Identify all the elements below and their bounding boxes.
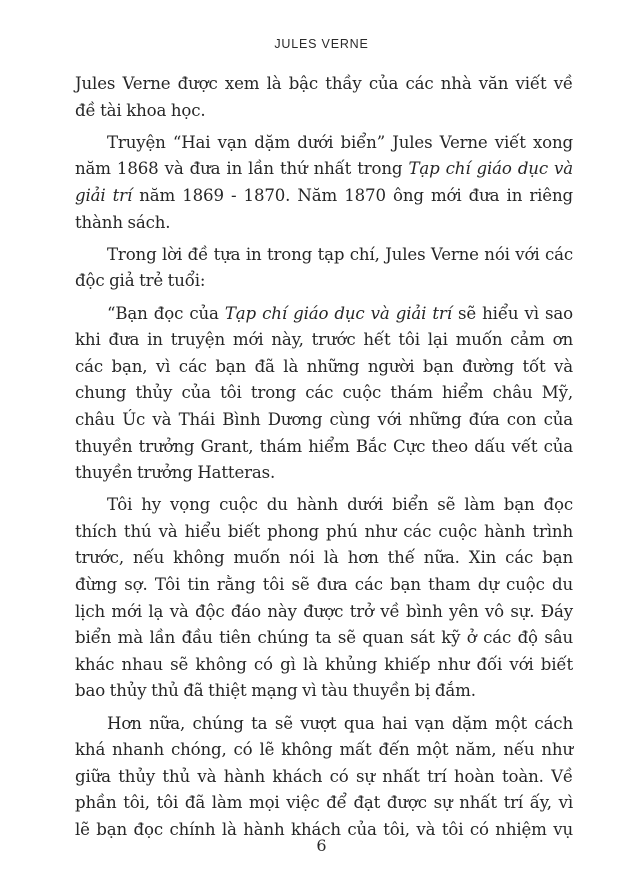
text-line <box>75 380 573 407</box>
text-line <box>75 354 573 381</box>
text-run: thành sách. <box>75 212 171 232</box>
text-line <box>75 492 573 519</box>
text-line <box>75 98 573 125</box>
text-line <box>75 71 573 98</box>
italic-title-text: giải trí <box>75 185 133 205</box>
text-line <box>75 599 573 626</box>
text-run: châu Úc và Thái Bình Dương cùng với những đứa con của <box>75 409 573 429</box>
text-run: trước, nếu không muốn nói là hơn thế nữa. Xin các bạn <box>75 548 573 568</box>
text-run: bao thủy thủ đã thiệt mạng vì tàu thuyền bị đắm. <box>75 681 476 701</box>
text-run: khi đưa in truyện mới này, trước hết tôi lại muốn cảm ơn <box>75 330 573 350</box>
text-line <box>75 327 573 354</box>
text-run: Trong lời đề tựa in trong tạp chí, Jules Verne nói với các <box>107 244 573 264</box>
paragraph <box>75 492 573 705</box>
text-line <box>75 572 573 599</box>
text-run: thuyền trưởng Grant, thám hiểm Bắc Cực theo dấu vết của <box>75 436 573 456</box>
text-run: “Bạn đọc của <box>107 303 225 323</box>
text-line <box>75 156 573 183</box>
running-head: JULES VERNE <box>274 37 369 51</box>
text-line <box>75 711 573 738</box>
text-line <box>75 625 573 652</box>
text-run: Hơn nữa, chúng ta sẽ vượt qua hai vạn dặm một cách <box>107 713 573 733</box>
text-line <box>75 764 573 791</box>
text-line <box>75 545 573 572</box>
text-line <box>75 434 573 461</box>
text-run: thuyền trưởng Hatteras. <box>75 463 276 483</box>
text-line <box>75 737 573 764</box>
text-run: đừng sợ. Tôi tin rằng tôi sẽ đưa các bạn tham dự cuộc du <box>75 575 573 595</box>
text-run: đề tài khoa học. <box>75 100 206 120</box>
text-run: Truyện “Hai vạn dặm dưới biển” Jules Verne viết xong <box>107 132 573 152</box>
text-line <box>75 407 573 434</box>
text-run: sẽ hiểu vì sao <box>451 303 573 323</box>
text-run: Tôi hy vọng cuộc du hành dưới biển sẽ làm bạn đọc <box>107 495 573 515</box>
text-run: giữa thủy thủ và hành khách có sự nhất trí hoàn toàn. Về <box>75 766 573 786</box>
text-line <box>75 678 573 705</box>
text-line <box>75 790 573 817</box>
paragraph <box>75 71 573 124</box>
paragraph <box>75 242 573 295</box>
text-line <box>75 130 573 157</box>
text-line <box>75 519 573 546</box>
text-line <box>75 460 573 487</box>
page-number: 6 <box>316 836 327 855</box>
text-run: khác nhau sẽ không có gì là khủng khiếp như đối với biết <box>75 654 573 674</box>
text-run: lẽ bạn đọc chính là hành khách của tôi, và tôi có nhiệm vụ <box>75 820 573 839</box>
text-run: phần tôi, tôi đã làm mọi việc để đạt được sự nhất trí ấy, vì <box>75 793 573 813</box>
text-run: độc giả trẻ tuổi: <box>75 271 206 291</box>
text-run: khá nhanh chóng, có lẽ không mất đến một năm, nếu như <box>75 740 573 760</box>
text-line <box>75 242 573 269</box>
text-line <box>75 301 573 328</box>
text-run: chung thủy của tôi trong các cuộc thám hiểm châu Mỹ, <box>75 383 573 403</box>
italic-title-text: Tạp chí giáo dục và <box>408 159 573 179</box>
text-line <box>75 268 573 295</box>
paragraph <box>75 301 573 487</box>
body-text <box>75 71 573 849</box>
text-line <box>75 183 573 210</box>
text-run: năm 1869 - 1870. Năm 1870 ông mới đưa in riêng <box>132 185 573 205</box>
italic-title-text: Tạp chí giáo dục và giải trí <box>224 303 452 323</box>
text-run: các bạn, vì các bạn đã là những người bạn đường tốt và <box>75 356 573 376</box>
text-run: biển mà lần đầu tiên chúng ta sẽ quan sát kỹ ở các độ sâu <box>75 628 573 648</box>
paragraph <box>75 711 573 844</box>
text-run: lịch mới lạ và độc đáo này được trở về bình yên vô sự. Đáy <box>75 601 573 621</box>
text-run: Jules Verne được xem là bậc thầy của các nhà văn viết về <box>75 74 573 93</box>
paragraph <box>75 130 573 236</box>
text-line <box>75 652 573 679</box>
text-run: thích thú và hiểu biết phong phú như các cuộc hành trình <box>75 521 573 541</box>
text-line <box>75 210 573 237</box>
text-run: năm 1868 và đưa in lần thứ nhất trong <box>75 159 409 179</box>
